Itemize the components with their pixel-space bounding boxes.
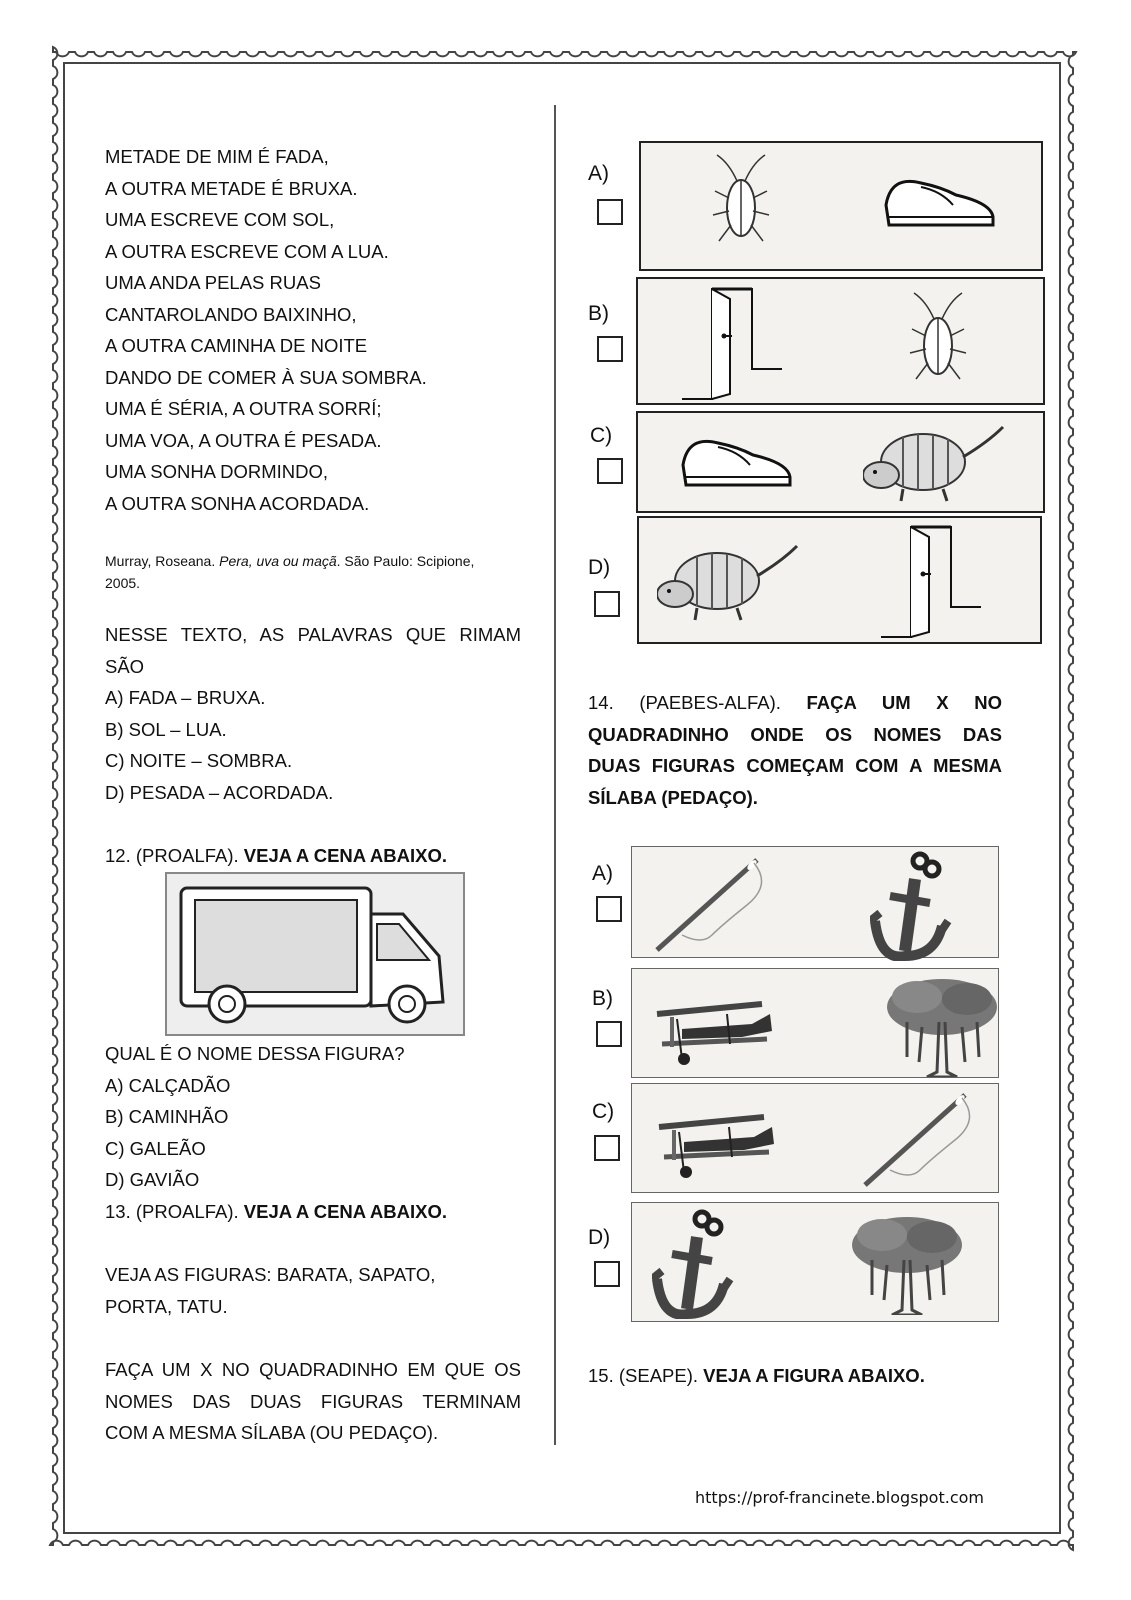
poem-line: METADE DE MIM É FADA, bbox=[105, 146, 329, 167]
option-label: C) bbox=[592, 1100, 615, 1123]
option-label: B) bbox=[592, 987, 613, 1010]
q14-instruction-end: SÍLABA (PEDAÇO). bbox=[588, 786, 758, 808]
option-label: A) bbox=[588, 162, 609, 185]
poem-line: UMA ESCREVE COM SOL, bbox=[105, 209, 335, 230]
airplane-icon bbox=[652, 989, 777, 1069]
anchor-icon bbox=[652, 1209, 737, 1319]
q14-instruction: FAÇA UM X NO bbox=[806, 692, 1002, 713]
citation-publisher: . São Paulo: Scipione, bbox=[336, 553, 475, 569]
q13-instruction: VEJA A CENA ABAIXO. bbox=[243, 1200, 447, 1222]
poem-line: UMA SONHA DORMINDO, bbox=[105, 461, 329, 482]
cockroach-icon bbox=[908, 291, 968, 386]
citation-year: 2005. bbox=[105, 575, 141, 591]
q12-number: 12. (PROALFA). bbox=[105, 845, 244, 866]
answer-checkbox[interactable] bbox=[596, 1021, 622, 1047]
poem-line: A OUTRA ESCREVE COM A LUA. bbox=[105, 240, 389, 262]
answer-checkbox[interactable] bbox=[594, 591, 620, 617]
tree-icon bbox=[887, 977, 1002, 1077]
q11-prompt-cont: SÃO bbox=[105, 655, 145, 677]
q15-heading bbox=[588, 1360, 925, 1392]
figure-panel bbox=[631, 846, 999, 958]
q13-number: 13. (PROALFA). bbox=[105, 1200, 244, 1222]
q11-option-a: A) FADA – BRUXA. bbox=[105, 687, 266, 708]
poem-line: A OUTRA CAMINHA DE NOITE bbox=[105, 335, 368, 356]
q12-option-a: A) CALÇADÃO bbox=[105, 1074, 231, 1096]
q11-prompt: NESSE TEXTO, AS PALAVRAS QUE RIMAM bbox=[105, 624, 521, 645]
figure-panel bbox=[631, 1083, 999, 1193]
q14-instruction-cont: QUADRADINHO ONDE OS NOMES DAS bbox=[588, 723, 1002, 745]
answer-checkbox[interactable] bbox=[594, 1135, 620, 1161]
figure-panel bbox=[636, 411, 1045, 513]
option-label: C) bbox=[590, 424, 613, 447]
citation-author: Murray, Roseana. bbox=[105, 553, 220, 569]
citation bbox=[105, 550, 525, 594]
q15-instruction: VEJA A FIGURA ABAIXO. bbox=[703, 1365, 925, 1386]
answer-checkbox[interactable] bbox=[596, 896, 622, 922]
figure-panel bbox=[631, 968, 999, 1078]
q12-option-c: C) GALEÃO bbox=[105, 1137, 206, 1159]
cockroach-icon bbox=[711, 153, 771, 248]
citation-title: Pera, uva ou maçã bbox=[219, 553, 337, 569]
q11-option-d: D) PESADA – ACORDADA. bbox=[105, 781, 334, 803]
option-label: B) bbox=[588, 302, 609, 325]
tree-icon bbox=[852, 1215, 967, 1315]
figure-panel bbox=[637, 516, 1042, 644]
q12-heading bbox=[105, 840, 447, 872]
q14-number: 14. (PAEBES-ALFA). bbox=[588, 692, 807, 713]
q14-instruction-cont: DUAS FIGURAS COMEÇAM COM A MESMA bbox=[588, 755, 1002, 776]
figure-panel bbox=[631, 1202, 999, 1322]
answer-checkbox[interactable] bbox=[594, 1261, 620, 1287]
armadillo-icon bbox=[863, 417, 1008, 507]
poem-line: CANTAROLANDO BAIXINHO, bbox=[105, 303, 357, 325]
q13-figures: VEJA AS FIGURAS: BARATA, SAPATO, bbox=[105, 1264, 436, 1285]
poem-line: A OUTRA SONHA ACORDADA. bbox=[105, 492, 370, 514]
q13-task-cont: NOMES DAS DUAS FIGURAS TERMINAM bbox=[105, 1390, 521, 1412]
option-label: A) bbox=[592, 862, 613, 885]
figure-panel bbox=[639, 141, 1043, 271]
door-icon bbox=[682, 284, 782, 402]
poem-line: UMA VOA, A OUTRA É PESADA. bbox=[105, 429, 382, 451]
door-icon bbox=[881, 522, 981, 640]
option-label: D) bbox=[588, 1226, 611, 1249]
poem-line: UMA É SÉRIA, A OUTRA SORRÍ; bbox=[105, 398, 382, 419]
answer-checkbox[interactable] bbox=[597, 336, 623, 362]
poem-line: A OUTRA METADE É BRUXA. bbox=[105, 177, 358, 199]
needle-icon bbox=[860, 1090, 985, 1190]
q15-number: 15. (SEAPE). bbox=[588, 1365, 704, 1386]
q13-task-end: COM A MESMA SÍLABA (OU PEDAÇO). bbox=[105, 1422, 439, 1443]
poem-line: DANDO DE COMER À SUA SOMBRA. bbox=[105, 366, 427, 388]
q11-option-b: B) SOL – LUA. bbox=[105, 718, 227, 740]
shoe-icon bbox=[678, 425, 798, 490]
poem-line: UMA ANDA PELAS RUAS bbox=[105, 272, 321, 293]
q11-option-c: C) NOITE – SOMBRA. bbox=[105, 750, 293, 771]
anchor-icon bbox=[870, 851, 955, 961]
figure-panel bbox=[636, 277, 1045, 405]
option-label: D) bbox=[588, 556, 611, 579]
q12-option-d: D) GAVIÃO bbox=[105, 1169, 200, 1190]
q14-heading bbox=[588, 687, 1002, 719]
footer-url[interactable]: https://prof-francinete.blogspot.com bbox=[695, 1488, 984, 1507]
q12-instruction: VEJA A CENA ABAIXO. bbox=[243, 845, 447, 866]
q13-task: FAÇA UM X NO QUADRADINHO EM QUE OS bbox=[105, 1359, 521, 1380]
armadillo-icon bbox=[657, 536, 802, 626]
column-divider bbox=[554, 105, 556, 1445]
answer-checkbox[interactable] bbox=[597, 199, 623, 225]
q13-figures-cont: PORTA, TATU. bbox=[105, 1295, 228, 1317]
answer-checkbox[interactable] bbox=[597, 458, 623, 484]
q12-question: QUAL É O NOME DESSA FIGURA? bbox=[105, 1043, 405, 1064]
shoe-icon bbox=[881, 165, 1001, 230]
airplane-icon bbox=[654, 1102, 779, 1182]
needle-icon bbox=[652, 855, 777, 955]
q12-option-b: B) CAMINHÃO bbox=[105, 1106, 229, 1127]
q13-heading bbox=[105, 1196, 447, 1228]
truck-image bbox=[165, 872, 465, 1036]
